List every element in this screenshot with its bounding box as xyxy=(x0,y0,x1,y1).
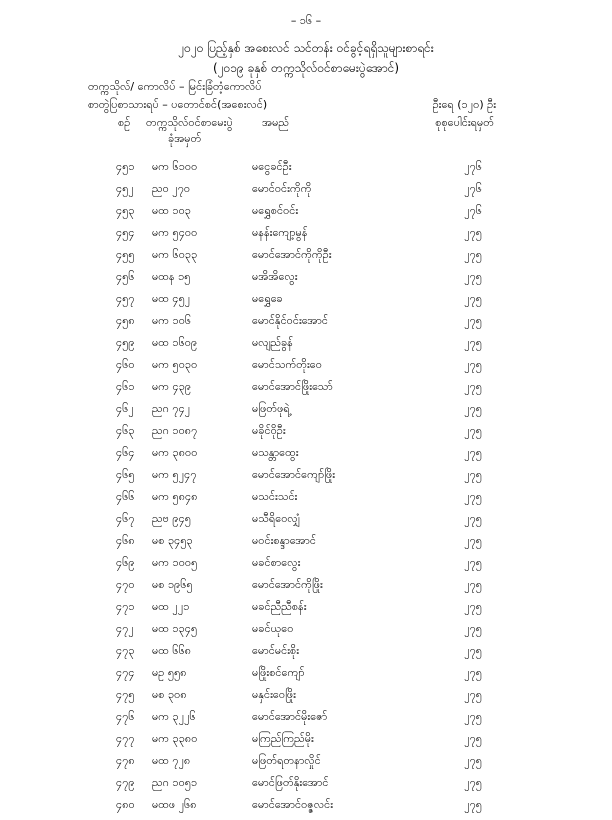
row-number: ၄၇၈ xyxy=(116,754,135,767)
table-row xyxy=(0,776,612,798)
student-name: မောင်ဖြတ်နိုးအောင် xyxy=(252,776,329,789)
row-number: ၄၈၀ xyxy=(116,798,135,811)
page-number: – ၁၆ – xyxy=(290,14,322,27)
student-name: မဖြတ်ဖုရဲ့ xyxy=(252,402,290,415)
student-name: မငွေခင်ဦး xyxy=(252,160,292,173)
total-marks: ၂၇၅ xyxy=(464,710,482,723)
document-subtitle: (၂၀၁၉ ခုနှစ် တက္ကသိုလ်ဝင်စာမေးပွဲအောင်) xyxy=(212,61,400,75)
student-name: မရွှေခေ xyxy=(252,292,283,305)
total-marks: ၂၇၅ xyxy=(464,776,482,789)
total-marks: ၂၇၅ xyxy=(464,248,482,261)
total-marks: ၂၇၅ xyxy=(464,358,482,371)
roll-number: မထ ၁၃၄၅ xyxy=(152,622,198,635)
roll-number: မက ၃၈၀၀ xyxy=(152,446,198,459)
table-row xyxy=(0,732,612,754)
roll-number: မထန ၁၅ xyxy=(152,270,191,283)
student-name: မောင်အောင်မိုးဇော် xyxy=(252,710,328,723)
total-marks: ၂၇၅ xyxy=(464,534,482,547)
table-row xyxy=(0,798,612,820)
student-name: မဖြိုးစင်ကျော် xyxy=(252,666,305,679)
table-row xyxy=(0,160,612,182)
student-name: မခင်ယုဝေ xyxy=(252,622,294,635)
row-number: ၄၆၆ xyxy=(116,490,135,503)
student-name: မဖြတ်ရတနာလှိုင် xyxy=(252,754,321,767)
row-number: ၄၆၁ xyxy=(116,380,135,393)
table-row xyxy=(0,468,612,490)
roll-number: မက ၄၃၉ xyxy=(152,380,192,393)
total-marks: ၂၇၅ xyxy=(464,578,482,591)
table-row xyxy=(0,424,612,446)
table-row xyxy=(0,534,612,556)
total-marks: ၂၇၅ xyxy=(464,732,482,745)
row-number: ၄၅၈ xyxy=(116,314,135,327)
table-row xyxy=(0,710,612,732)
total-marks: ၂၇၅ xyxy=(464,622,482,635)
roll-number: မထဖ ၂၆၈ xyxy=(152,798,197,811)
student-name: မရွှေစင်ဝင်း xyxy=(252,204,299,217)
table-row xyxy=(0,226,612,248)
table-row xyxy=(0,600,612,622)
row-number: ၄၆၇ xyxy=(116,512,135,525)
total-marks: ၂၇၅ xyxy=(464,490,482,503)
total-marks: ၂၇၅ xyxy=(464,688,482,701)
table-row xyxy=(0,512,612,534)
student-name: မလျည်ခွန် xyxy=(252,336,293,349)
table-row xyxy=(0,182,612,204)
student-name: မသင်းသင်း xyxy=(252,490,298,503)
row-number: ၄၅၉ xyxy=(116,336,135,349)
total-marks: ၂၇၅ xyxy=(464,666,482,679)
row-number: ၄၆၄ xyxy=(116,446,135,459)
student-name: မခင်စာလွေး xyxy=(252,556,301,569)
table-row xyxy=(0,688,612,710)
total-marks: ၂၇၅ xyxy=(464,270,482,283)
student-name: မောင်အောင်ဝဇ္ဇလင်း xyxy=(252,798,334,811)
table-row xyxy=(0,490,612,512)
total-marks: ၂၇၅ xyxy=(464,512,482,525)
total-marks: ၂၇၅ xyxy=(464,424,482,437)
total-marks: ၂၇၅ xyxy=(464,644,482,657)
table-row xyxy=(0,578,612,600)
roll-number: မက ၃၂၂၆ xyxy=(152,710,196,723)
table-row xyxy=(0,270,612,292)
roll-number: မထ ၄၅၂ xyxy=(152,292,191,305)
row-number: ၄၇၁ xyxy=(116,600,135,613)
table-row xyxy=(0,754,612,776)
header-roll: တက္ကသိုလ်ဝင်စာမေးပွဲ xyxy=(146,116,233,129)
student-name: မကြည်ကြည်မိုး xyxy=(252,732,314,745)
course-line: စာတွဲပြစာသားရပ် – ပတောင်စင်(အစေးလင်) xyxy=(88,98,268,111)
row-number: ၄၇၀ xyxy=(116,578,135,591)
row-number: ၄၆၉ xyxy=(116,556,135,569)
total-marks: ၂၇၅ xyxy=(464,292,482,305)
row-number: ၄၆၅ xyxy=(116,468,135,481)
student-name: မောင်နိုင်ဝင်းအောင် xyxy=(252,314,329,327)
roll-number: ညဗ ၉၄၅ xyxy=(152,512,191,525)
row-number: ၄၆၂ xyxy=(116,402,134,415)
roll-number: မက ၁၀၆ xyxy=(152,314,192,327)
table-row xyxy=(0,380,612,402)
total-marks: ၂၇၆ xyxy=(464,160,482,173)
student-name: မသန္တာထွေး xyxy=(252,446,299,459)
row-number: ၄၅၃ xyxy=(116,204,135,217)
total-marks: ၂၇၅ xyxy=(464,798,482,811)
total-marks: ၂၇၅ xyxy=(464,754,482,767)
roll-number: မထ ၇၂၈ xyxy=(152,754,191,767)
row-number: ၄၅၂ xyxy=(116,182,134,195)
table-row xyxy=(0,622,612,644)
student-name: မနန်းကျော့မွန် xyxy=(252,226,308,239)
header-marks: စုစုပေါင်းရမှတ် xyxy=(435,116,494,129)
table-row xyxy=(0,204,612,226)
row-number: ၄၆၃ xyxy=(116,424,135,437)
student-name: မအိအိလွေး xyxy=(252,270,298,283)
total-marks: ၂၇၅ xyxy=(464,380,482,393)
row-number: ၄၅၄ xyxy=(116,226,135,239)
roll-number: မက ၆၁၀၀ xyxy=(152,160,198,173)
roll-number: မက ၅၂၄၇ xyxy=(152,468,197,481)
roll-number: ညဂ ၁၀၈၇ xyxy=(152,424,198,437)
roll-number: မက ၅၀၃၀ xyxy=(152,358,198,371)
roll-number: မက ၃၃၈၀ xyxy=(152,732,198,745)
document-title: ၂၀၂၀ ပြည့်နှစ် အစေးလင် သင်တန်း ဝင်ခွင့်ရရှိသူများစာရင်း xyxy=(178,41,434,55)
student-name: မောင်သက်တိုးဝေ xyxy=(252,358,322,371)
results-table xyxy=(0,160,612,820)
roll-number: မစ ၃၀၈ xyxy=(152,688,187,701)
row-number: ၄၆၈ xyxy=(116,534,135,547)
row-number: ၄၅၇ xyxy=(116,292,135,305)
student-name: မခိုင်ဝိုဦး xyxy=(252,424,286,437)
student-name: မခင်ညီညီစန်း xyxy=(252,600,307,613)
table-row xyxy=(0,556,612,578)
total-marks: ၂၇၅ xyxy=(464,402,482,415)
row-number: ၄၇၄ xyxy=(116,666,135,679)
roll-number: မထ ၆၆၈ xyxy=(152,644,192,657)
student-name: မောင်အောင်ကျော်ဖြိုး xyxy=(252,468,336,481)
roll-number: ညဂ ၁၀၅၁ xyxy=(152,776,198,789)
roll-number: မထ ၁၆၀၉ xyxy=(152,336,198,349)
header-roll-number: ခုံအမှတ် xyxy=(168,132,202,145)
table-row xyxy=(0,446,612,468)
student-name: မောင်ဝင်းကိုကို xyxy=(252,182,312,195)
roll-number: ညဂ ၇၄၂ xyxy=(152,402,191,415)
total-marks: ၂၇၅ xyxy=(464,556,482,569)
header-name: အမည် xyxy=(262,116,290,129)
roll-number: မက ၅၄၀၀ xyxy=(152,226,198,239)
total-marks: ၂၇၆ xyxy=(464,204,482,217)
roll-number: မဥ ၅၅၈ xyxy=(152,666,187,679)
total-marks: ၂၇၅ xyxy=(464,600,482,613)
table-row xyxy=(0,336,612,358)
roll-number: မထ ၂၂၁ xyxy=(152,600,190,613)
table-row xyxy=(0,644,612,666)
student-name: မောင်အောင်ဖြိုးသော် xyxy=(252,380,333,393)
student-name: မဝင်းစန္ဒာအောင် xyxy=(252,534,317,547)
roll-number: မစ ၁၉၆၅ xyxy=(152,578,193,591)
table-row xyxy=(0,666,612,688)
total-marks: ၂၇၆ xyxy=(464,182,482,195)
row-number: ၄၇၅ xyxy=(116,688,135,701)
student-name: မောင်အောင်ကိုဖြိုး xyxy=(252,578,323,591)
row-number: ၄၇၇ xyxy=(116,732,135,745)
total-count: ဦးရေ (၁၂၀) ဦး xyxy=(432,98,496,111)
row-number: ၄၅၅ xyxy=(116,248,135,261)
total-marks: ၂၇၅ xyxy=(464,336,482,349)
row-number: ၄၆၀ xyxy=(116,358,135,371)
roll-number: မက ၆၀၃၃ xyxy=(152,248,198,261)
table-row xyxy=(0,314,612,336)
total-marks: ၂၇၅ xyxy=(464,468,482,481)
row-number: ၄၇၆ xyxy=(116,710,135,723)
table-row xyxy=(0,292,612,314)
row-number: ၄၇၃ xyxy=(116,644,135,657)
total-marks: ၂၇၅ xyxy=(464,226,482,239)
student-name: မောင်မင်းစိုး xyxy=(252,644,300,657)
roll-number: မထ ၁၀၃ xyxy=(152,204,191,217)
table-row xyxy=(0,248,612,270)
total-marks: ၂၇၅ xyxy=(464,446,482,459)
roll-number: မက ၁၀၀၅ xyxy=(152,556,198,569)
row-number: ၄၅၁ xyxy=(116,160,135,173)
roll-number: ညဝ ၂၇၀ xyxy=(152,182,191,195)
college-line: တက္ကသိုလ်/ ကောလိပ် – မြင်းခြံတံ့ကောလိပ် xyxy=(88,80,262,93)
student-name: မသီရိဝေလျှံ xyxy=(252,512,300,525)
table-row xyxy=(0,358,612,380)
row-number: ၄၇၂ xyxy=(116,622,134,635)
student-name: မနှင်းဝေဖြိုး xyxy=(252,688,296,701)
total-marks: ၂၇၅ xyxy=(464,314,482,327)
roll-number: မက ၅၈၄၈ xyxy=(152,490,198,503)
student-name: မောင်အောင်ကိုကိုဦး xyxy=(252,248,332,261)
row-number: ၄၇၉ xyxy=(116,776,135,789)
roll-number: မစ ၃၄၅၃ xyxy=(152,534,193,547)
header-no: စဉ် xyxy=(118,116,131,129)
row-number: ၄၅၆ xyxy=(116,270,135,283)
table-row xyxy=(0,402,612,424)
